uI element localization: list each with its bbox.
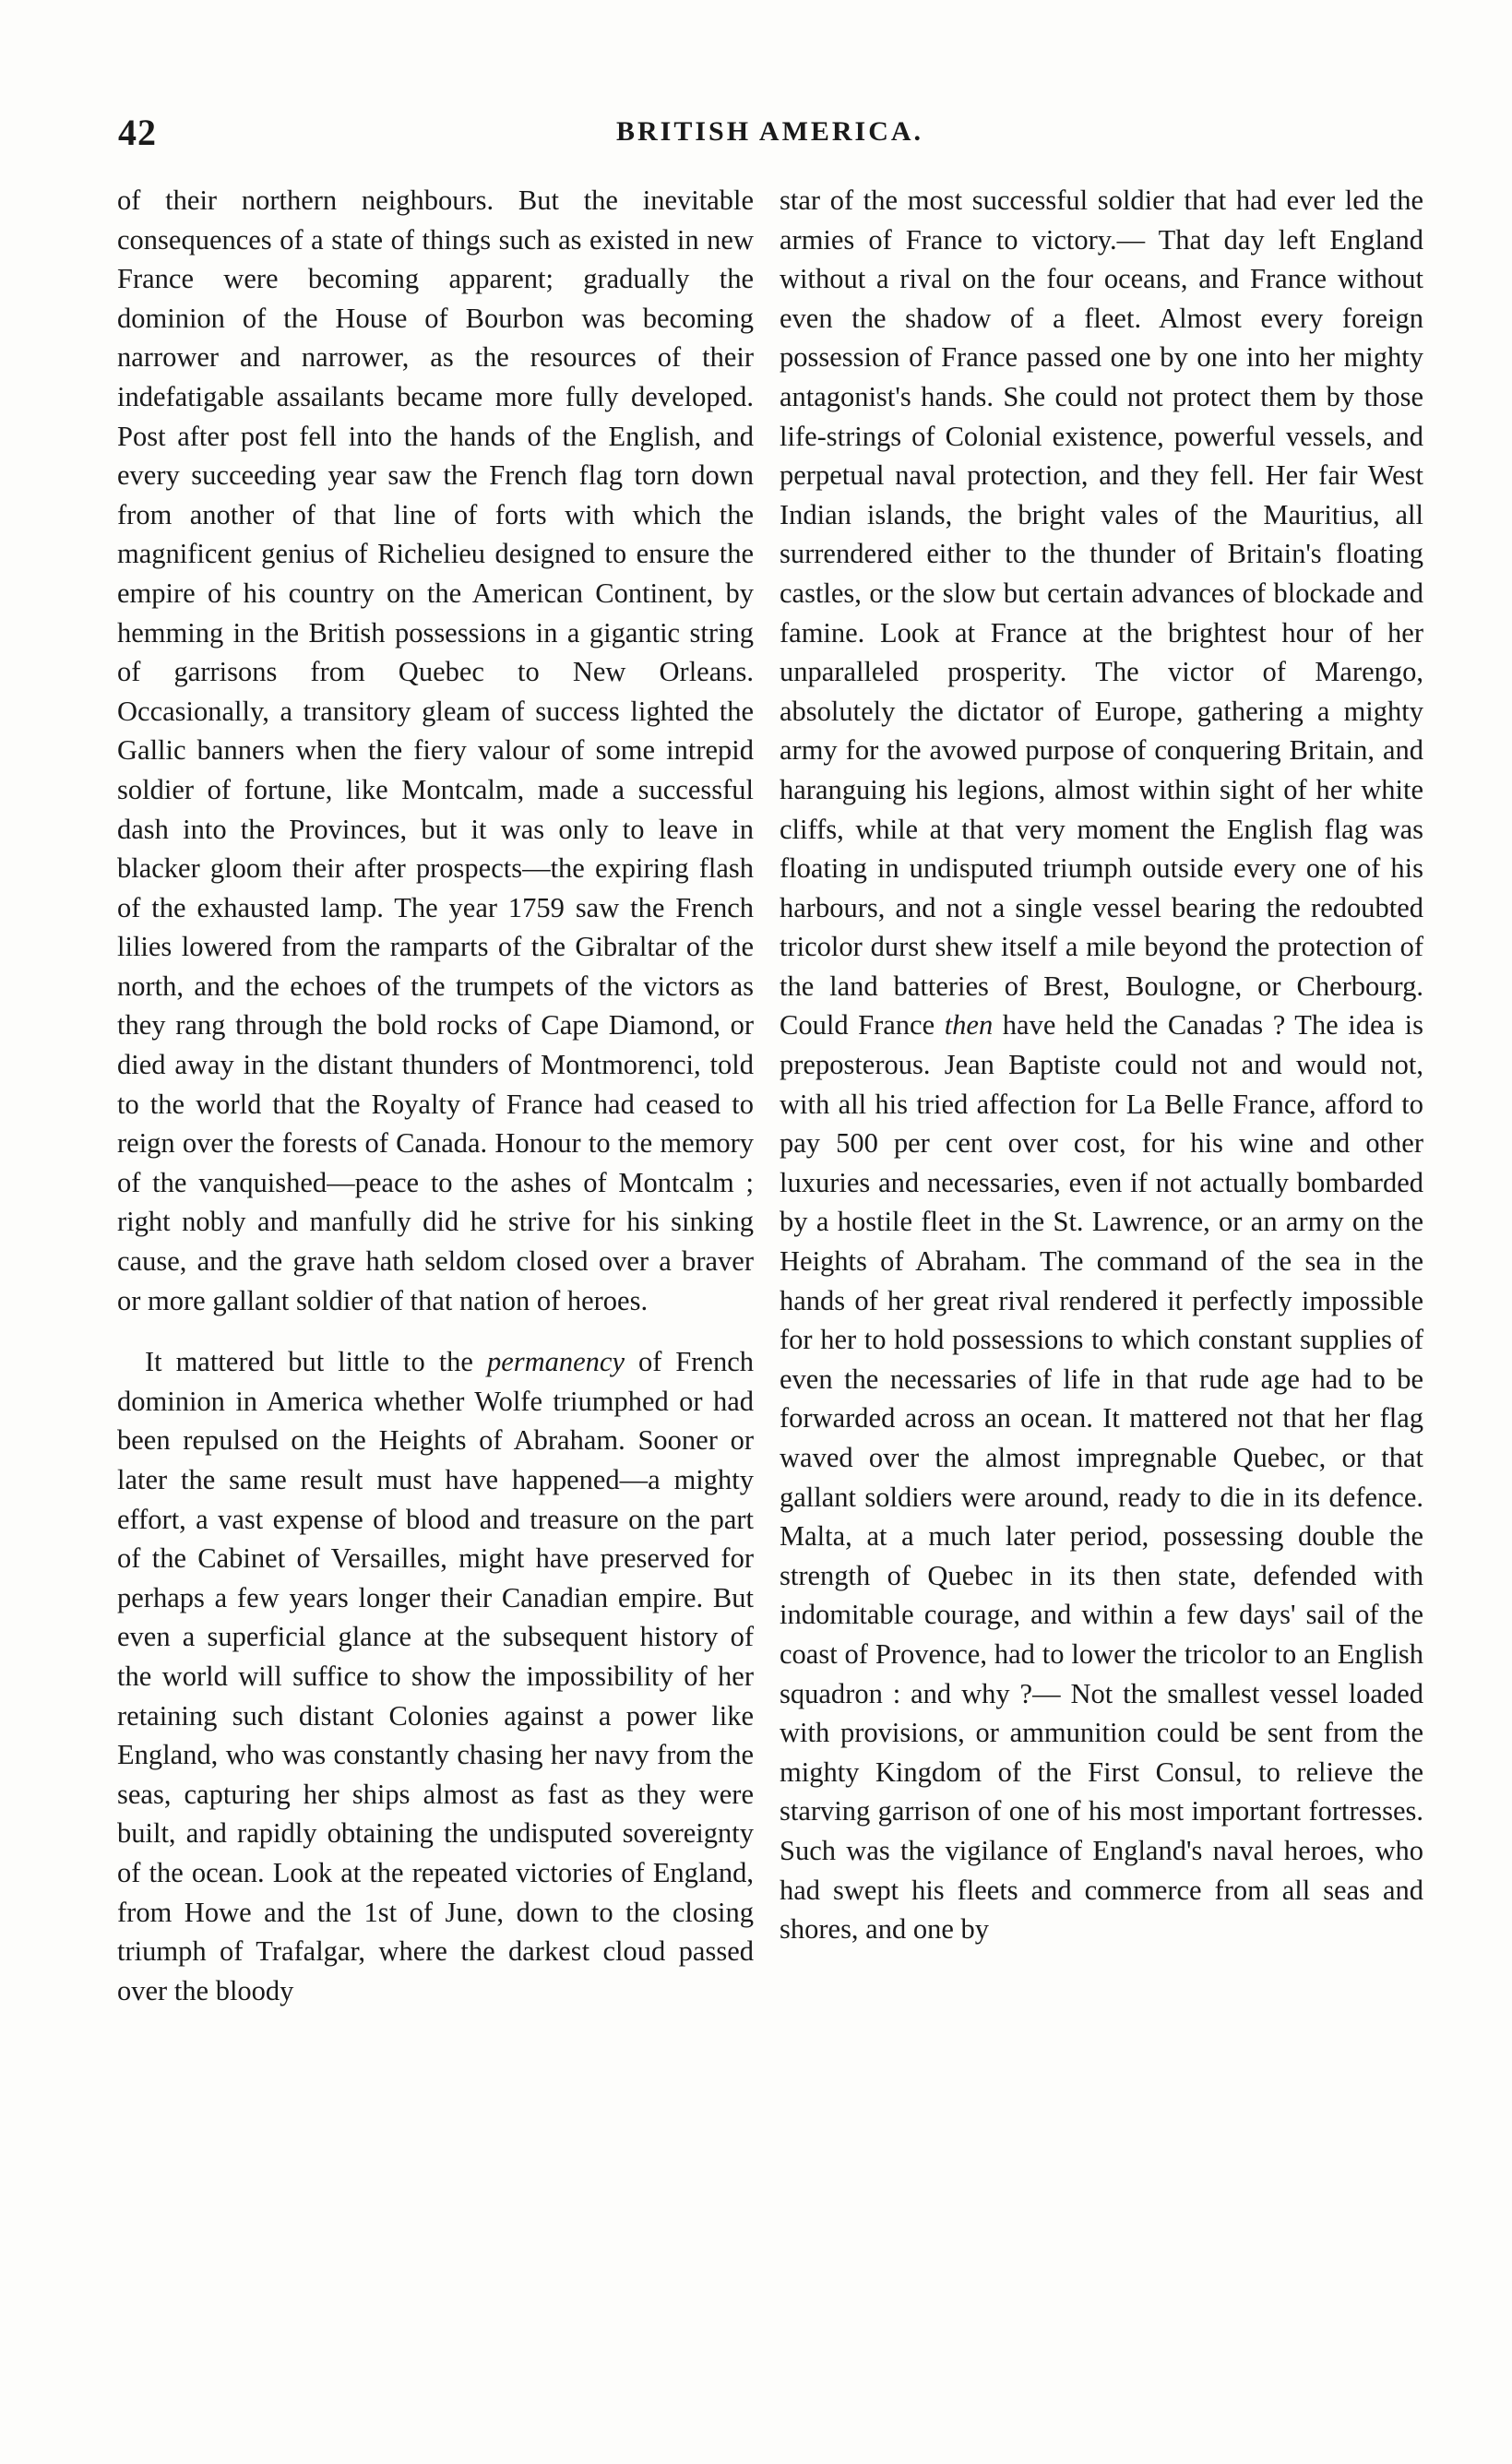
left-paragraph-2-rest: of French dominion in America whether Wolfe triumphed or had been repulsed on the Heights of Abraham. Sooner or later the same result must have happened—a mighty effort, a vast expense of blood and treasure on the part of the Cabinet of Versailles, might have preserved for perhaps a few years longer their Canadian empire. But even a superficial glance at the subsequent history of the world will suffice to show the impossibility of her retaining such distant Colonies against a power like England, who was constantly chasing her navy from the seas, capturing her ships almost as fast as they were built, and rapidly obtaining the undisputed sovereignty of the ocean. Look at the repeated victories of England, from Howe and the 1st of June, down to the closing triumph of Trafalgar, where the darkest cloud passed over the bloody: [117, 1346, 754, 2006]
page-number: 42: [118, 112, 157, 153]
right-paragraph-1-start: star of the most successful soldier that had ever led the armies of France to victory.— That day left England without a rival on the four oceans, and France without even the shadow of a fleet. Almost every foreign possession of France passed one by one into her mighty antagonist's hands. She could not protect them by those life-strings of Colonial existence, powerful vessels, and perpetual naval protection, and they fell. Her fair West Indian islands, the bright vales of the Mauritius, all surrendered either to the thunder of Britain's floating castles, or the slow but certain advances of blockade and famine. Look at France at the brightest hour of her unparalleled prosperity. The victor of Marengo, absolutely the dictator of Europe, gathering a mighty army for the avowed purpose of conquering Britain, and haranguing his legions, almost within sight of her white cliffs, while at that very moment the English flag was floating in undisputed triumph outside every one of his harbours, and not a single vessel bearing the redoubted tricolor durst shew itself a mile beyond the protection of the land batteries of Brest, Boulogne, or Cherbourg. Could France: [780, 185, 1423, 1042]
left-column: [117, 181, 754, 2010]
left-paragraph-1: of their northern neighbours. But the inevitable consequences of a state of things such as existed in new France were becoming apparent; gradually the dominion of the House of Bourbon was becoming narrower and narrower, as the resources of their indefatigable assailants became more fully developed. Post after post fell into the hands of the English, and every succeeding year saw the French flag torn down from another of that line of forts with which the magnificent genius of Richelieu designed to ensure the empire of his country on the American Continent, by hemming in the British possessions in a gigantic string of garrisons from Quebec to New Orleans. Occasionally, a transitory gleam of success lighted the Gallic banners when the fiery valour of some intrepid soldier of fortune, like Montcalm, made a successful dash into the Provinces, but it was only to leave in blacker gloom their after prospects—the expiring flash of the exhausted lamp. The year 1759 saw the French lilies lowered from the ramparts of the Gibraltar of the north, and the echoes of the trumpets of the victors as they rang through the bold rocks of Cape Diamond, or died away in the distant thunders of Montmorenci, told to the world that the Royalty of France had ceased to reign over the forests of Canada. Honour to the memory of the vanquished—peace to the ashes of Montcalm ; right nobly and manfully did he strive for his sinking cause, and the grave hath seldom closed over a braver or more gallant soldier of that nation of heroes.: [117, 185, 754, 1316]
page-header: [118, 111, 1428, 155]
right-paragraph-1-rest: have held the Canadas ? The idea is preposterous. Jean Baptiste could not and would not, with all his tried affection for La Belle France, afford to pay 500 per cent over cost, for his wine and other luxuries and necessaries, even if not actually bombarded by a hostile fleet in the St. Lawrence, or an army on the Heights of Abraham. The command of the sea in the hands of her great rival rendered it perfectly impossible for her to hold possessions to which constant supplies of even the necessaries of life in that rude age had to be forwarded across an ocean. It mattered not that her flag waved over the almost impregnable Quebec, or that gallant soldiers were around, ready to die in its defence. Malta, at a much later period, possessing double the strength of Quebec in its then state, defended with indomitable courage, and within a few days' sail of the coast of Provence, had to lower the tricolor to an English squadron : and why ?— Not the smallest vessel loaded with provisions, or ammunition could be sent from the mighty Kingdom of the First Consul, to relieve the starving garrison of one of his most important fortresses. Such was the vigilance of England's naval heroes, who had swept his fleets and commerce from all seas and shores, and one by: [780, 1009, 1423, 1946]
left-paragraph-2-start: It mattered but little to the: [145, 1346, 487, 1378]
left-paragraph-2-emphasis: permanency: [486, 1346, 625, 1378]
right-paragraph-1: [780, 181, 1423, 1949]
right-paragraph-1-emphasis: then: [944, 1009, 994, 1042]
right-column: [780, 181, 1423, 1949]
left-paragraph-2: [117, 1342, 754, 2010]
running-title: BRITISH AMERICA.: [616, 116, 924, 147]
